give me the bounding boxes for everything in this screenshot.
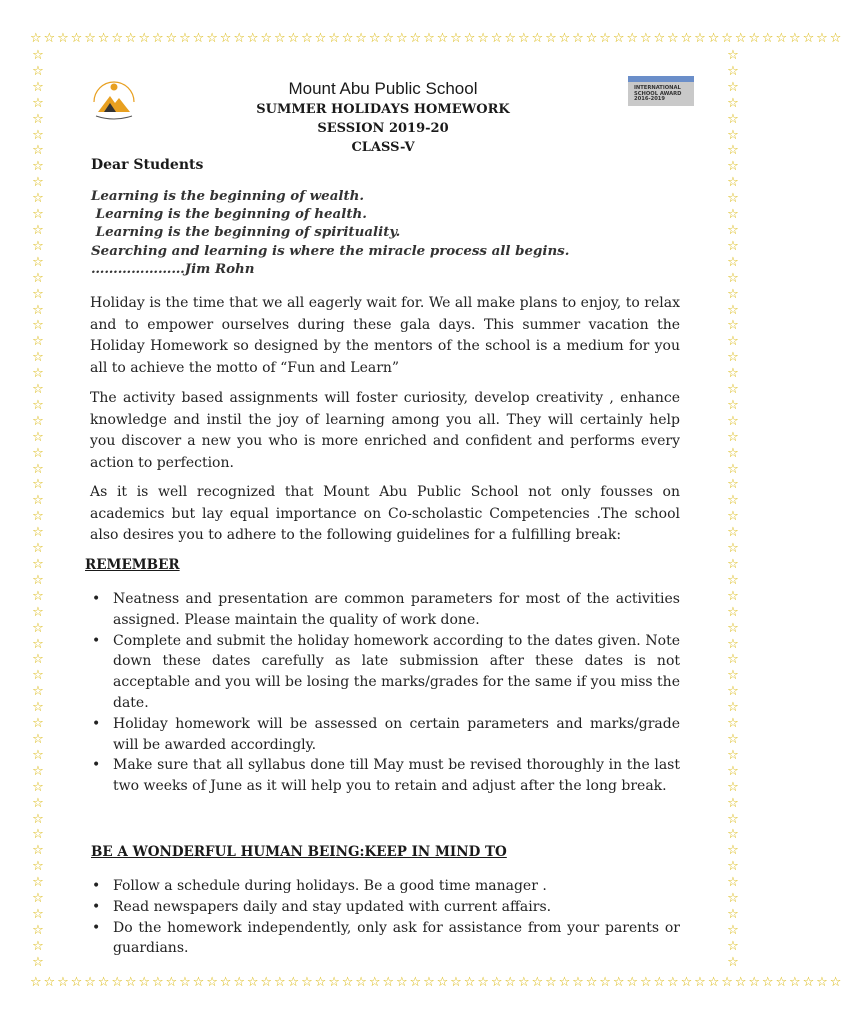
- school-name: Mount Abu Public School: [288, 79, 478, 98]
- remember-heading: REMEMBER: [85, 557, 180, 573]
- list-item: • Follow a schedule during holidays. Be a good time manager .: [92, 876, 680, 897]
- list-item: • Complete and submit the holiday homework according to the dates given. Note down these dates carefully as late submission after these dates is not acceptable and you will be losing the marks/grades for the same if you miss the date.: [92, 631, 680, 714]
- international-school-award-badge: [628, 76, 694, 106]
- star-border-bottom: ☆☆☆☆☆☆☆☆☆☆☆☆☆☆☆☆☆☆☆☆☆☆☆☆☆☆☆☆☆☆☆☆☆☆☆☆☆☆☆☆☆☆☆☆☆☆☆☆☆☆☆☆☆☆☆☆☆☆☆☆: [30, 975, 843, 990]
- remember-list: [92, 589, 680, 797]
- class-label: CLASS-V: [351, 140, 415, 155]
- list-item: • Read newspapers daily and stay updated with current affairs.: [92, 897, 680, 918]
- star-border-top: ☆☆☆☆☆☆☆☆☆☆☆☆☆☆☆☆☆☆☆☆☆☆☆☆☆☆☆☆☆☆☆☆☆☆☆☆☆☆☆☆☆☆☆☆☆☆☆☆☆☆☆☆☆☆☆☆☆☆☆☆: [30, 31, 843, 46]
- quote-line: Searching and learning is where the miracle process all begins.: [91, 242, 570, 259]
- list-item: • Make sure that all syllabus done till May must be revised thoroughly in the last two weeks of June as it will help you to retain and adjust after the long break.: [92, 755, 680, 797]
- quote-line: Learning is the beginning of health.: [91, 206, 367, 223]
- quote-author: …………………Jim Rohn: [91, 260, 255, 277]
- award-years: 2016-2019: [634, 96, 666, 102]
- greeting: Dear Students: [91, 157, 204, 173]
- award-text: [634, 86, 694, 103]
- list-item: • Neatness and presentation are common parameters for most of the activities assigned. Please maintain the quality of work done.: [92, 589, 680, 631]
- session-label: SESSION 2019-20: [317, 121, 449, 136]
- guidelines-paragraph: As it is well recognized that Mount Abu Public School not only fousses on academics but lay equal importance on Co-scholastic Competencies .The school also desires you to adhere to the following guidelines for a fulfilling break:: [90, 484, 680, 544]
- award-color-bar: [628, 76, 694, 82]
- list-item: • Holiday homework will be assessed on certain parameters and marks/grade will be awarded accordingly.: [92, 714, 680, 756]
- list-item: • Do the homework independently, only ask for assistance from your parents or guardians.: [92, 918, 680, 960]
- award-label: INTERNATIONAL SCHOOL AWARD: [634, 85, 682, 97]
- wonderful-list: [92, 876, 680, 959]
- activity-paragraph: The activity based assignments will foster curiosity, develop creativity , enhance knowledge and instil the joy of learning among you all. They will certainly help you discover a new you who is more enriched and confident and performs every action to perfection.: [90, 390, 680, 471]
- quote-line: Learning is the beginning of wealth.: [91, 188, 365, 204]
- quote-block: [91, 187, 569, 278]
- homework-title: SUMMER HOLIDAYS HOMEWORK: [256, 102, 510, 117]
- intro-paragraph: Holiday is the time that we all eagerly wait for. We all make plans to enjoy, to relax and to empower ourselves during these gala days. This summer vacation the Holiday Homework so designed by the mentors of the school is a medium for you all to achieve the motto of “Fun and Learn”: [90, 295, 680, 376]
- star-border-left: ☆ ☆ ☆ ☆ ☆ ☆ ☆ ☆ ☆ ☆ ☆ ☆ ☆ ☆ ☆ ☆ ☆ ☆ ☆ ☆ ☆ ☆ ☆ ☆ ☆ ☆ ☆ ☆ ☆ ☆ ☆ ☆ ☆ ☆ ☆ ☆ ☆ ☆ ☆ ☆ ☆ ☆ ☆ ☆ ☆ ☆ ☆ ☆ ☆ ☆ ☆ ☆ ☆ ☆ ☆ ☆ ☆ ☆: [32, 48, 44, 970]
- wonderful-human-heading: BE A WONDERFUL HUMAN BEING:KEEP IN MIND TO: [91, 844, 507, 860]
- star-border-right: ☆ ☆ ☆ ☆ ☆ ☆ ☆ ☆ ☆ ☆ ☆ ☆ ☆ ☆ ☆ ☆ ☆ ☆ ☆ ☆ ☆ ☆ ☆ ☆ ☆ ☆ ☆ ☆ ☆ ☆ ☆ ☆ ☆ ☆ ☆ ☆ ☆ ☆ ☆ ☆ ☆ ☆ ☆ ☆ ☆ ☆ ☆ ☆ ☆ ☆ ☆ ☆ ☆ ☆ ☆ ☆ ☆ ☆: [727, 48, 739, 970]
- quote-line: Learning is the beginning of spirituality.: [91, 224, 401, 241]
- school-logo: [88, 78, 140, 122]
